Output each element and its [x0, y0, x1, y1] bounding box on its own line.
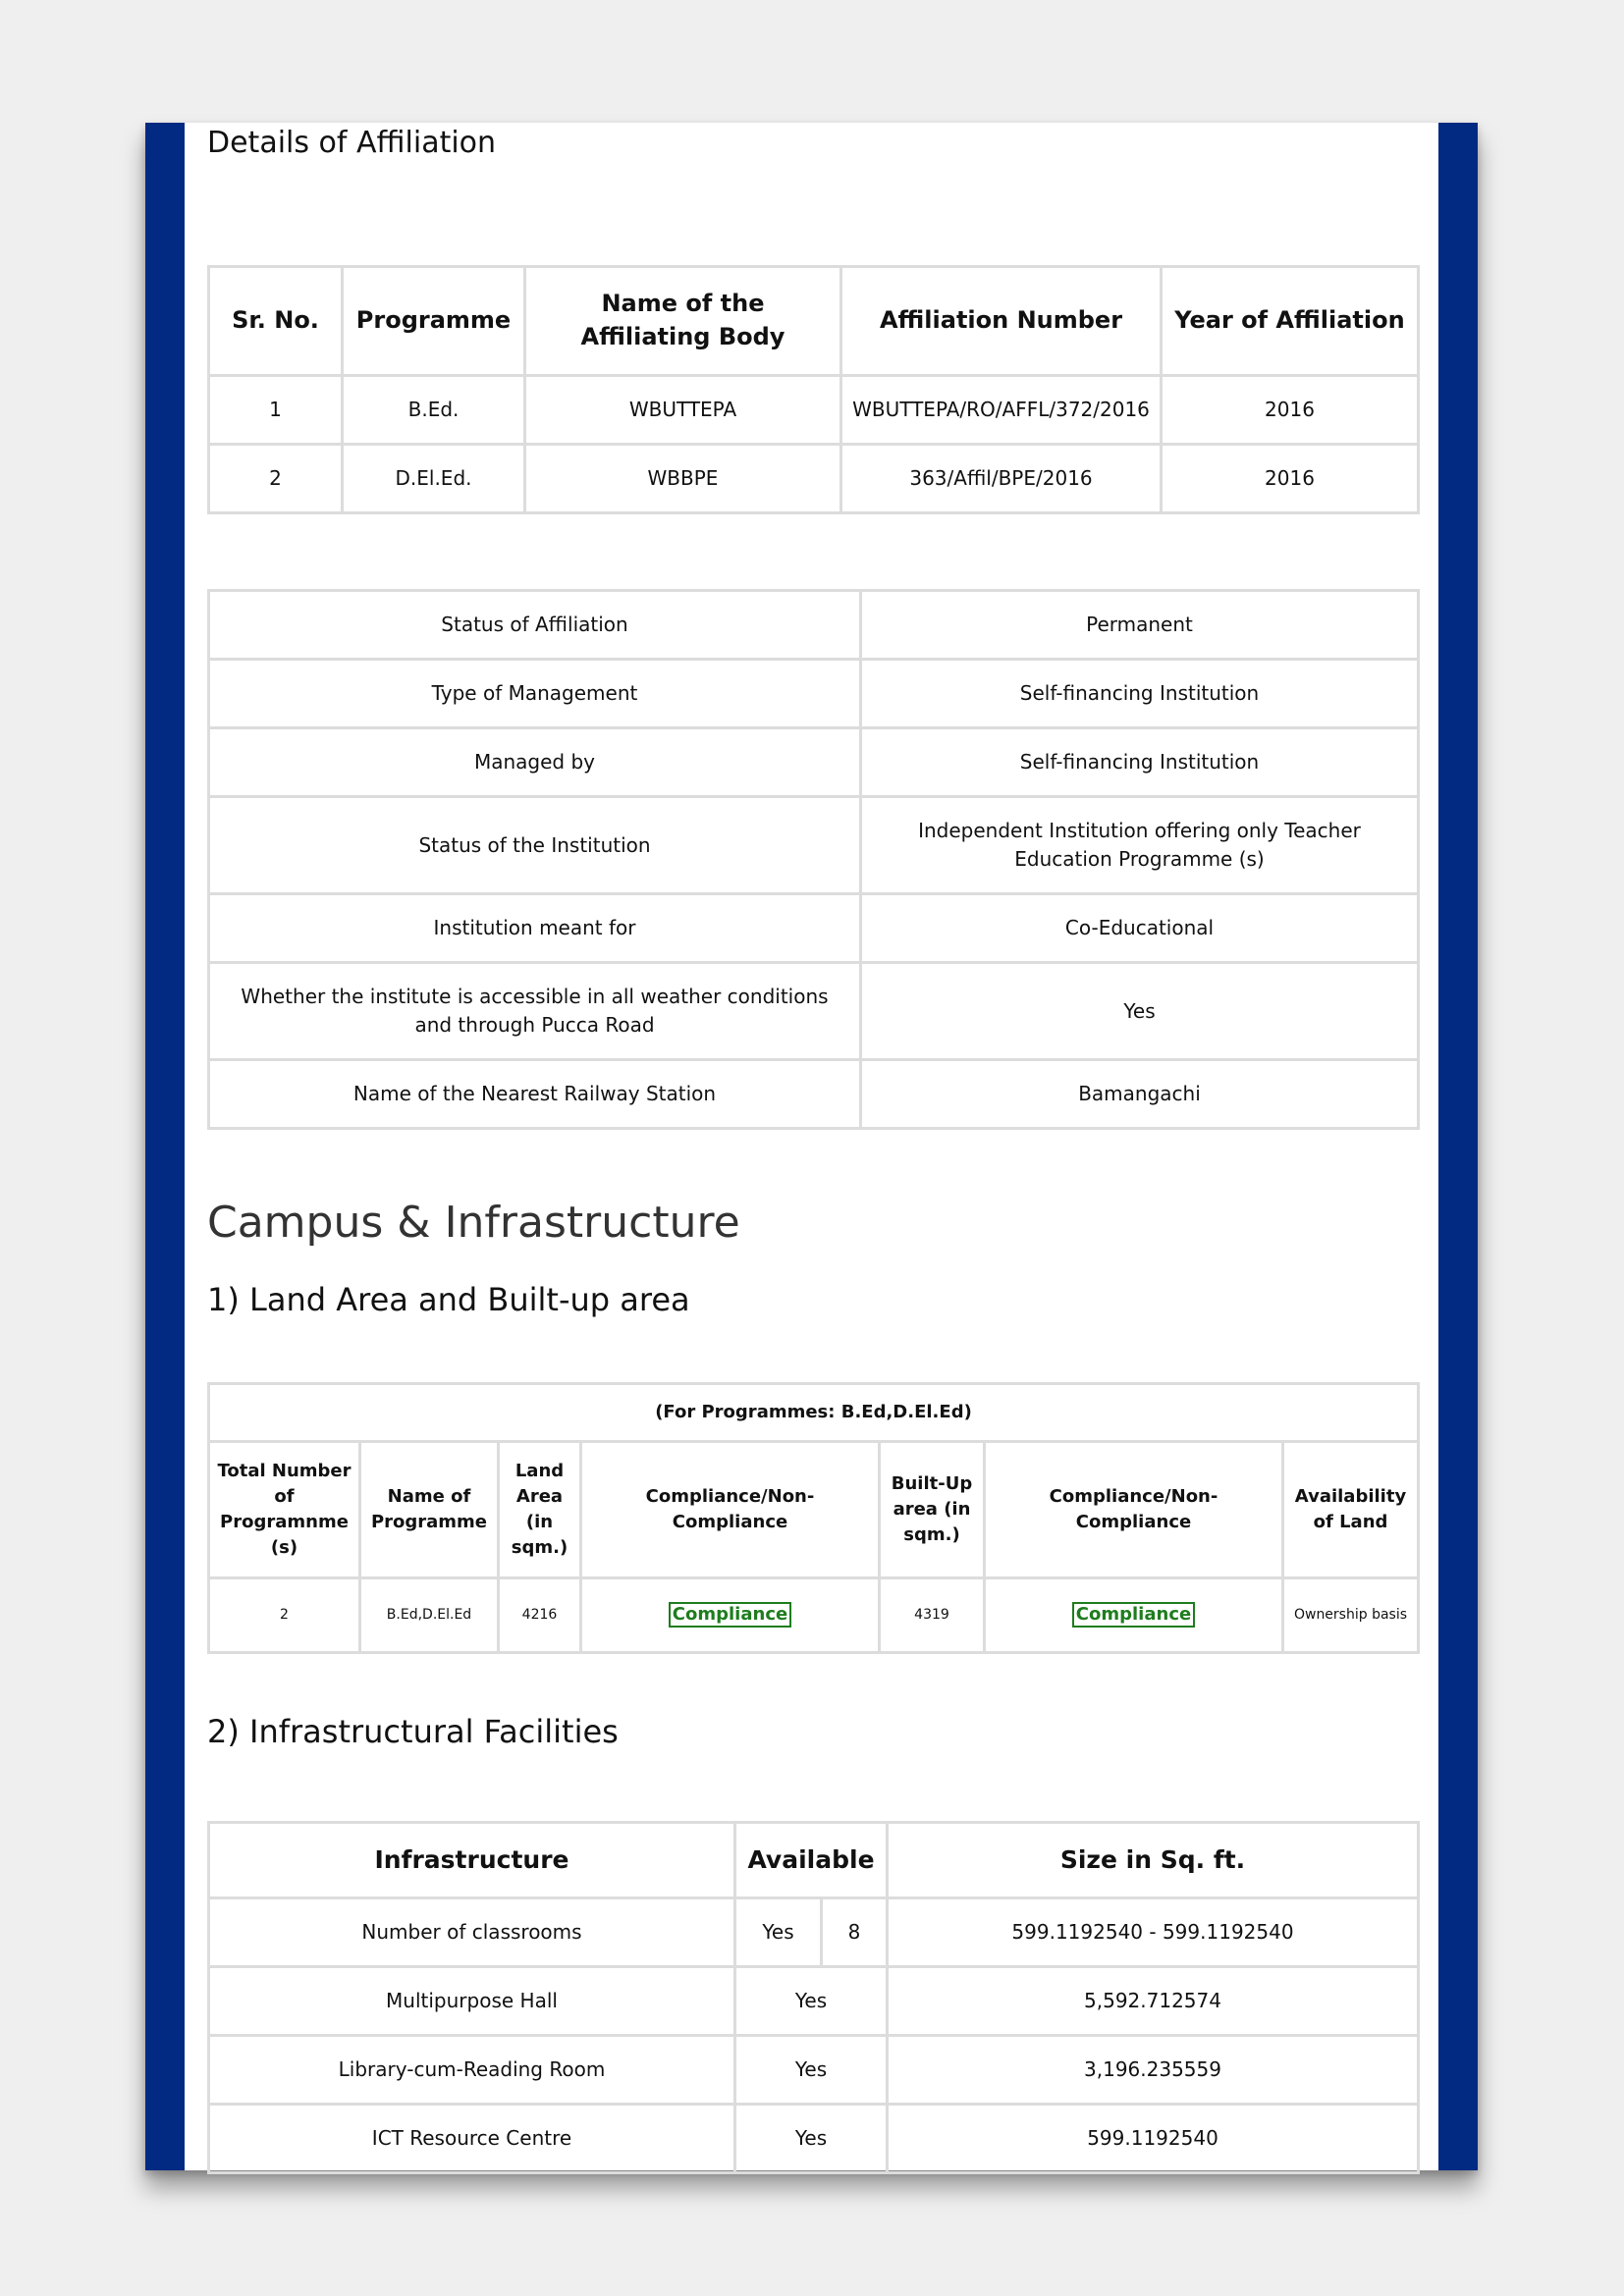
cell-land-area: 4216	[499, 1578, 581, 1653]
cell-infrastructure: Library-cum-Reading Room	[209, 2036, 735, 2105]
status-label: Type of Management	[209, 660, 861, 728]
cell-affiliating-body: WBBPE	[525, 445, 841, 513]
cell-classroom-count: 8	[822, 1898, 888, 1967]
cell-affiliating-body: WBUTTEPA	[525, 376, 841, 445]
header-affiliation-number: Affiliation Number	[841, 267, 1162, 376]
table-row	[209, 963, 1419, 1060]
header-year: Year of Affiliation	[1162, 267, 1419, 376]
status-value: Self-financing Institution	[861, 728, 1419, 797]
header-infrastructure: Infrastructure	[209, 1823, 735, 1898]
cell-total-programmes: 2	[209, 1578, 360, 1653]
header-size: Size in Sq. ft.	[888, 1823, 1419, 1898]
cell-size: 3,196.235559	[888, 2036, 1419, 2105]
cell-programme: B.Ed.	[343, 376, 525, 445]
table-row	[209, 728, 1419, 797]
status-label: Name of the Nearest Railway Station	[209, 1060, 861, 1129]
cell-size: 599.1192540	[888, 2105, 1419, 2173]
status-label: Status of Affiliation	[209, 591, 861, 660]
affiliation-heading: Details of Affiliation	[207, 126, 497, 160]
document-page	[145, 123, 1478, 2170]
cell-year: 2016	[1162, 376, 1419, 445]
campus-heading: Campus & Infrastructure	[207, 1198, 740, 1248]
cell-infrastructure: Number of classrooms	[209, 1898, 735, 1967]
cell-infrastructure: ICT Resource Centre	[209, 2105, 735, 2173]
header-available: Available	[735, 1823, 888, 1898]
cell-builtup-compliance	[985, 1578, 1283, 1653]
infrastructure-heading: 2) Infrastructural Facilities	[207, 1713, 619, 1750]
status-label: Whether the institute is accessible in all weather conditions and through Pucca Road	[209, 963, 861, 1060]
table-header-row	[209, 1442, 1419, 1578]
header-builtup-compliance: Compliance/Non-Compliance	[985, 1442, 1283, 1578]
compliance-badge: Compliance	[669, 1602, 791, 1628]
cell-size: 599.1192540 - 599.1192540	[888, 1898, 1419, 1967]
table-row	[209, 797, 1419, 894]
table-row	[209, 1578, 1419, 1653]
header-programme: Programme	[343, 267, 525, 376]
cell-available: Yes	[735, 1898, 822, 1967]
affiliation-table	[207, 265, 1420, 514]
cell-affiliation-number: WBUTTEPA/RO/AFFL/372/2016	[841, 376, 1162, 445]
table-row	[209, 376, 1419, 445]
compliance-badge: Compliance	[1072, 1602, 1195, 1628]
cell-available: Yes	[735, 2036, 888, 2105]
header-programme-name: Name of Programme	[360, 1442, 499, 1578]
cell-programme-name: B.Ed,D.El.Ed	[360, 1578, 499, 1653]
status-value: Independent Institution offering only Teacher Education Programme (s)	[861, 797, 1419, 894]
status-label: Managed by	[209, 728, 861, 797]
table-row	[209, 1060, 1419, 1129]
table-row	[209, 660, 1419, 728]
header-total-programmes: Total Number of Programnme (s)	[209, 1442, 360, 1578]
cell-programme: D.El.Ed.	[343, 445, 525, 513]
header-land-compliance: Compliance/Non-Compliance	[581, 1442, 880, 1578]
header-land-availability: Availability of Land	[1283, 1442, 1419, 1578]
table-row	[209, 894, 1419, 963]
land-area-heading: 1) Land Area and Built-up area	[207, 1281, 690, 1318]
table-header-row	[209, 1823, 1419, 1898]
cell-infrastructure: Multipurpose Hall	[209, 1967, 735, 2036]
status-value: Co-Educational	[861, 894, 1419, 963]
status-label: Institution meant for	[209, 894, 861, 963]
right-border-bar	[1438, 123, 1478, 2170]
status-value: Bamangachi	[861, 1060, 1419, 1129]
table-row	[209, 2105, 1419, 2173]
header-sr-no: Sr. No.	[209, 267, 343, 376]
table-caption-row	[209, 1384, 1419, 1442]
programmes-caption: (For Programmes: B.Ed,D.El.Ed)	[209, 1384, 1419, 1442]
institution-status-table	[207, 589, 1420, 1130]
cell-year: 2016	[1162, 445, 1419, 513]
cell-sr-no: 1	[209, 376, 343, 445]
header-land-area: Land Area (in sqm.)	[499, 1442, 581, 1578]
table-header-row	[209, 267, 1419, 376]
table-row	[209, 591, 1419, 660]
table-row	[209, 2036, 1419, 2105]
status-value: Yes	[861, 963, 1419, 1060]
cell-land-availability: Ownership basis	[1283, 1578, 1419, 1653]
cell-available: Yes	[735, 1967, 888, 2036]
cell-land-compliance	[581, 1578, 880, 1653]
land-area-table	[207, 1382, 1420, 1654]
cell-size: 5,592.712574	[888, 1967, 1419, 2036]
status-value: Permanent	[861, 591, 1419, 660]
status-label: Status of the Institution	[209, 797, 861, 894]
left-border-bar	[145, 123, 185, 2170]
table-row	[209, 1898, 1419, 1967]
header-affiliating-body: Name of the Affiliating Body	[525, 267, 841, 376]
table-row	[209, 1967, 1419, 2036]
table-row	[209, 445, 1419, 513]
cell-sr-no: 2	[209, 445, 343, 513]
cell-available: Yes	[735, 2105, 888, 2173]
infrastructure-table	[207, 1821, 1420, 2174]
header-builtup-area: Built-Up area (in sqm.)	[880, 1442, 985, 1578]
status-value: Self-financing Institution	[861, 660, 1419, 728]
cell-builtup-area: 4319	[880, 1578, 985, 1653]
cell-affiliation-number: 363/Affil/BPE/2016	[841, 445, 1162, 513]
